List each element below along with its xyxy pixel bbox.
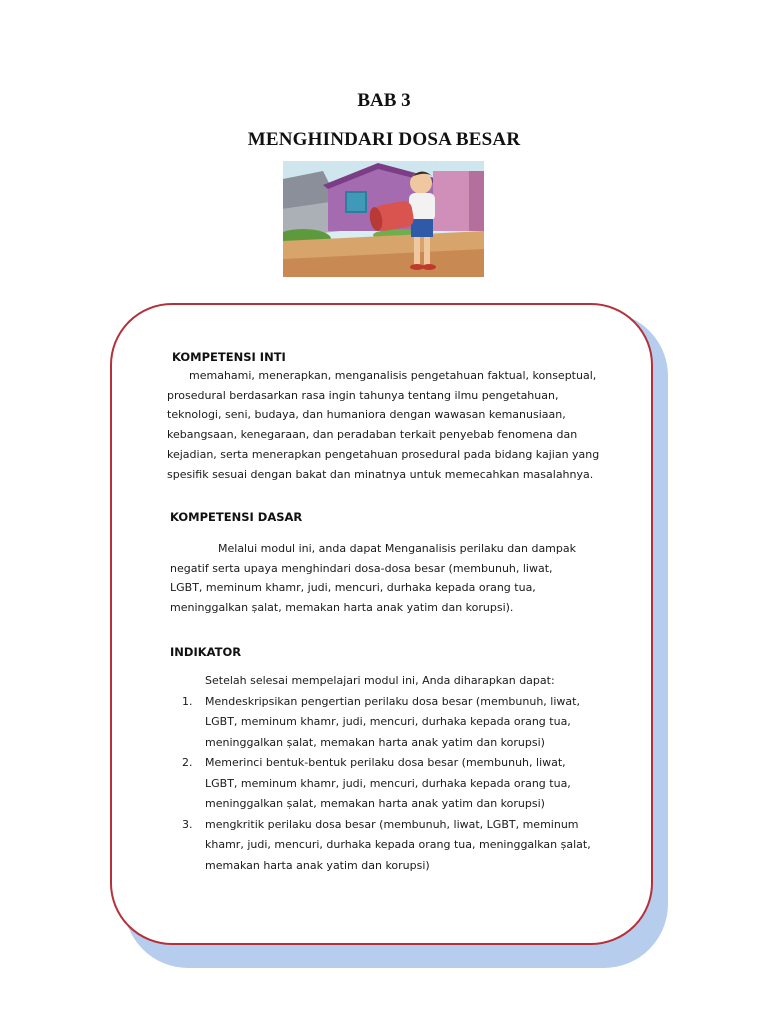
text-line: LGBT, meminum khamr, judi, mencuri, durhaka kepada orang tua, bbox=[205, 776, 571, 790]
list-item bbox=[170, 692, 620, 754]
text-line: teknologi, seni, budaya, dan humaniora dengan wawasan kemanusiaan, bbox=[167, 408, 566, 422]
text-line: meninggalkan ṣalat, memakan harta anak yatim dan korupsi). bbox=[170, 601, 514, 615]
text-line: khamr, judi, mencuri, durhaka kepada orang tua, meninggalkan ṣalat, bbox=[205, 838, 591, 851]
list-number: 1. bbox=[182, 694, 193, 708]
text-line: meninggalkan ṣalat, memakan harta anak yatim dan korupsi) bbox=[205, 735, 545, 749]
list-item bbox=[170, 753, 620, 815]
text-line: prosedural berdasarkan rasa ingin tahunya tentang ilmu pengetahuan, bbox=[167, 388, 559, 402]
text-line: memakan harta anak yatim dan korupsi) bbox=[205, 858, 430, 872]
text-line: kebangsaan, kenegaraan, dan peradaban terkait penyebab fenomena dan bbox=[167, 428, 578, 442]
text-line: kejadian, serta menerapkan pengetahuan prosedural pada bidang kajian yang bbox=[167, 447, 600, 461]
text-line: Melalui modul ini, anda dapat Menganalisis perilaku dan dampak bbox=[218, 542, 576, 555]
text-line: LGBT, meminum khamr, judi, mencuri, durhaka kepada orang tua, bbox=[205, 715, 571, 728]
text-line: mengkritik perilaku dosa besar (membunuh, liwat, LGBT, meminum bbox=[205, 817, 579, 831]
text-line: memahami, menerapkan, menganalisis pengetahuan faktual, konseptual, bbox=[189, 369, 597, 382]
list-number: 2. bbox=[182, 756, 193, 769]
chapter-illustration bbox=[283, 161, 484, 277]
text-line: LGBT, meminum khamr, judi, mencuri, durhaka kepada orang tua, bbox=[170, 581, 536, 595]
indikator-heading: INDIKATOR bbox=[170, 645, 242, 659]
list-item bbox=[170, 815, 620, 877]
indikator-intro: Setelah selesai mempelajari modul ini, Anda diharapkan dapat: bbox=[205, 674, 555, 687]
kompetensi-dasar-heading: KOMPETENSI DASAR bbox=[170, 510, 303, 524]
text-line: Memerinci bentuk-bentuk perilaku dosa besar (membunuh, liwat, bbox=[205, 756, 566, 769]
text-line: negatif serta upaya menghindari dosa-dosa besar (membunuh, liwat, bbox=[170, 561, 553, 575]
text-line: spesifik sesuai dengan bakat dan minatnya untuk memecahkan masalahnya. bbox=[167, 467, 594, 481]
indikator-list bbox=[170, 671, 620, 876]
kompetensi-dasar-text bbox=[170, 539, 616, 618]
chapter-title: MENGHINDARI DOSA BESAR bbox=[247, 129, 521, 150]
text-line: Mendeskripsikan pengertian perilaku dosa besar (membunuh, liwat, bbox=[205, 694, 580, 708]
text-line: meninggalkan ṣalat, memakan harta anak yatim dan korupsi) bbox=[205, 797, 545, 810]
kompetensi-inti-text bbox=[167, 366, 623, 484]
chapter-number: BAB 3 bbox=[357, 90, 411, 111]
kompetensi-inti-heading: KOMPETENSI INTI bbox=[172, 350, 286, 364]
list-number: 3. bbox=[182, 817, 193, 831]
